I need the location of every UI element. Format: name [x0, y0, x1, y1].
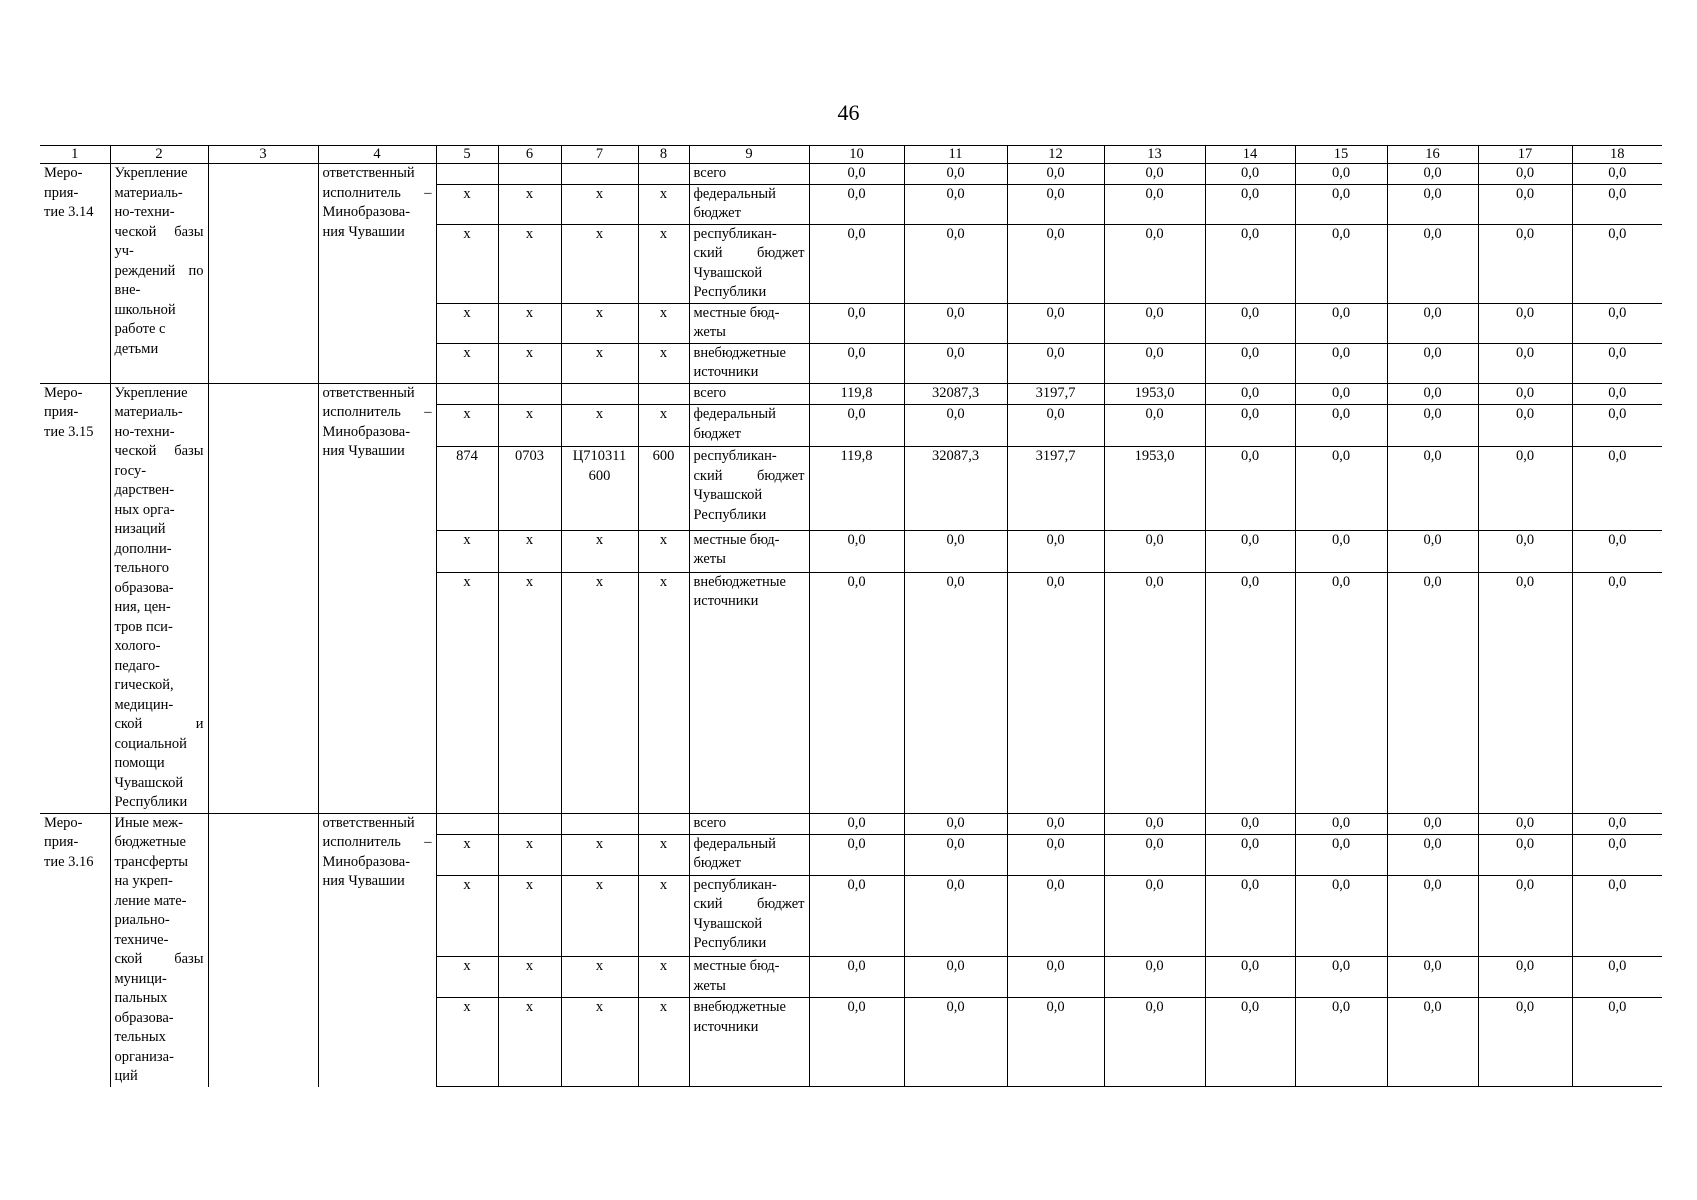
budget-code-c7: х	[561, 875, 638, 956]
funding-value: 0,0	[1387, 875, 1478, 956]
table-row	[40, 813, 1662, 834]
funding-value: 0,0	[1205, 383, 1295, 405]
activity-label: Меро- прия- тие 3.15	[40, 383, 110, 813]
funding-value: 0,0	[1572, 813, 1662, 834]
funding-value: 0,0	[1387, 447, 1478, 530]
funding-value: 0,0	[1007, 343, 1104, 383]
funding-value: 0,0	[904, 834, 1007, 875]
funding-source: всего	[689, 164, 809, 185]
budget-code-c5: 874	[436, 447, 498, 530]
budget-code-c6: х	[498, 303, 561, 343]
funding-value: 0,0	[1572, 303, 1662, 343]
funding-value: 0,0	[809, 998, 904, 1087]
column-number: 1	[40, 146, 110, 164]
budget-code-c7: х	[561, 343, 638, 383]
column-number: 18	[1572, 146, 1662, 164]
budget-code-c8: х	[638, 875, 689, 956]
funding-value: 0,0	[1295, 164, 1387, 185]
funding-value: 0,0	[1387, 813, 1478, 834]
table-row	[40, 164, 1662, 185]
column-number-row	[40, 146, 1662, 164]
column-3-cell	[208, 164, 318, 384]
funding-value: 0,0	[809, 303, 904, 343]
budget-code-c5: х	[436, 405, 498, 447]
funding-value: 0,0	[1572, 184, 1662, 224]
funding-value: 0,0	[1205, 813, 1295, 834]
budget-code-c6: х	[498, 184, 561, 224]
funding-value: 0,0	[1387, 224, 1478, 303]
funding-value: 0,0	[1295, 530, 1387, 572]
funding-value: 0,0	[1007, 813, 1104, 834]
budget-code-c5: х	[436, 572, 498, 813]
funding-value: 0,0	[1007, 184, 1104, 224]
budget-code-c8: х	[638, 572, 689, 813]
budget-code-c6	[498, 164, 561, 185]
funding-value: 0,0	[1104, 303, 1205, 343]
funding-value: 0,0	[1387, 572, 1478, 813]
funding-value: 3197,7	[1007, 447, 1104, 530]
funding-value: 0,0	[904, 184, 1007, 224]
column-number: 11	[904, 146, 1007, 164]
column-3-cell	[208, 813, 318, 1087]
column-number: 4	[318, 146, 436, 164]
funding-value: 0,0	[1295, 834, 1387, 875]
funding-source: местные бюд- жеты	[689, 957, 809, 998]
funding-value: 0,0	[809, 957, 904, 998]
executor: ответственный исполнитель – Минобразова- ния Чувашии	[318, 164, 436, 384]
funding-value: 0,0	[904, 530, 1007, 572]
budget-code-c8: х	[638, 303, 689, 343]
budget-code-c8: х	[638, 343, 689, 383]
funding-value: 0,0	[1205, 530, 1295, 572]
funding-value: 0,0	[1478, 303, 1572, 343]
funding-value: 0,0	[904, 875, 1007, 956]
funding-value: 0,0	[1295, 572, 1387, 813]
funding-value: 0,0	[1205, 572, 1295, 813]
funding-value: 0,0	[1205, 224, 1295, 303]
budget-code-c7: Ц710311 600	[561, 447, 638, 530]
funding-value: 0,0	[1104, 875, 1205, 956]
funding-value: 0,0	[1478, 383, 1572, 405]
budget-code-c8: х	[638, 957, 689, 998]
funding-value: 0,0	[1478, 875, 1572, 956]
budget-code-c7: х	[561, 530, 638, 572]
column-number: 10	[809, 146, 904, 164]
funding-value: 0,0	[1104, 998, 1205, 1087]
funding-value: 0,0	[904, 164, 1007, 185]
activity-name: Укрепление материаль- но-техни- ческой базы уч- реждений по вне- школьной работе с детьми	[110, 164, 208, 384]
column-number: 9	[689, 146, 809, 164]
page-number: 46	[837, 100, 860, 125]
budget-code-c5: х	[436, 998, 498, 1087]
budget-code-c5: х	[436, 303, 498, 343]
funding-value: 0,0	[1572, 572, 1662, 813]
budget-code-c6	[498, 383, 561, 405]
budget-code-c5: х	[436, 184, 498, 224]
funding-value: 0,0	[1295, 383, 1387, 405]
funding-value: 0,0	[1007, 834, 1104, 875]
funding-value: 1953,0	[1104, 383, 1205, 405]
funding-value: 0,0	[1572, 164, 1662, 185]
funding-value: 0,0	[1478, 164, 1572, 185]
funding-value: 0,0	[1572, 447, 1662, 530]
funding-value: 0,0	[1007, 957, 1104, 998]
funding-value: 0,0	[1295, 224, 1387, 303]
funding-source: федеральный бюджет	[689, 184, 809, 224]
funding-value: 0,0	[1007, 875, 1104, 956]
funding-value: 0,0	[1387, 405, 1478, 447]
funding-value: 0,0	[1387, 530, 1478, 572]
funding-value: 0,0	[1007, 303, 1104, 343]
funding-value: 0,0	[1478, 957, 1572, 998]
funding-value: 0,0	[1295, 447, 1387, 530]
funding-value: 0,0	[809, 343, 904, 383]
program-table	[40, 145, 1662, 1087]
column-number: 13	[1104, 146, 1205, 164]
budget-code-c8: х	[638, 998, 689, 1087]
funding-value: 1953,0	[1104, 447, 1205, 530]
funding-value: 0,0	[1205, 447, 1295, 530]
funding-value: 0,0	[1478, 224, 1572, 303]
funding-value: 0,0	[904, 343, 1007, 383]
funding-value: 0,0	[1205, 957, 1295, 998]
budget-code-c7: х	[561, 405, 638, 447]
funding-value: 0,0	[1478, 405, 1572, 447]
budget-code-c6: х	[498, 998, 561, 1087]
funding-source: внебюджетные источники	[689, 343, 809, 383]
budget-code-c7: х	[561, 834, 638, 875]
budget-code-c8: х	[638, 224, 689, 303]
funding-value: 0,0	[1295, 998, 1387, 1087]
budget-code-c6: х	[498, 405, 561, 447]
funding-value: 0,0	[1478, 184, 1572, 224]
column-number: 6	[498, 146, 561, 164]
budget-code-c8	[638, 813, 689, 834]
budget-code-c8: х	[638, 834, 689, 875]
funding-value: 32087,3	[904, 383, 1007, 405]
funding-value: 0,0	[809, 405, 904, 447]
budget-code-c5: х	[436, 530, 498, 572]
funding-value: 0,0	[809, 572, 904, 813]
funding-value: 0,0	[1572, 530, 1662, 572]
budget-code-c6: х	[498, 530, 561, 572]
budget-code-c5: х	[436, 834, 498, 875]
budget-code-c7: х	[561, 572, 638, 813]
activity-label: Меро- прия- тие 3.14	[40, 164, 110, 384]
funding-value: 0,0	[809, 834, 904, 875]
funding-value: 0,0	[1478, 813, 1572, 834]
funding-value: 0,0	[1572, 405, 1662, 447]
funding-source: местные бюд- жеты	[689, 530, 809, 572]
budget-code-c5	[436, 383, 498, 405]
funding-value: 0,0	[1387, 957, 1478, 998]
budget-code-c7	[561, 164, 638, 185]
column-number: 16	[1387, 146, 1478, 164]
budget-code-c5: х	[436, 875, 498, 956]
funding-value: 0,0	[1205, 184, 1295, 224]
funding-source: республикан- ский бюджет Чувашской Республики	[689, 447, 809, 530]
column-number: 2	[110, 146, 208, 164]
funding-value: 0,0	[1205, 875, 1295, 956]
budget-code-c8: х	[638, 530, 689, 572]
activity-name: Укрепление материаль- но-техни- ческой базы госу- дарствен- ных орга- низаций дополни- тельного образова- ния, цен- тров пси- холого- педаго- гической, медицин- ской и социальной помощи Чувашской Республики	[110, 383, 208, 813]
funding-value: 0,0	[904, 405, 1007, 447]
column-number: 8	[638, 146, 689, 164]
funding-value: 0,0	[809, 813, 904, 834]
budget-code-c7: х	[561, 998, 638, 1087]
funding-value: 0,0	[1104, 813, 1205, 834]
funding-source: всего	[689, 383, 809, 405]
funding-value: 32087,3	[904, 447, 1007, 530]
budget-code-c6: х	[498, 572, 561, 813]
funding-value: 0,0	[1478, 834, 1572, 875]
funding-value: 0,0	[1104, 957, 1205, 998]
funding-value: 0,0	[1572, 224, 1662, 303]
funding-value: 0,0	[1478, 572, 1572, 813]
budget-code-c5	[436, 813, 498, 834]
funding-value: 0,0	[1572, 834, 1662, 875]
funding-source: внебюджетные источники	[689, 998, 809, 1087]
funding-value: 0,0	[1104, 184, 1205, 224]
budget-code-c8: х	[638, 184, 689, 224]
column-number: 17	[1478, 146, 1572, 164]
budget-code-c5: х	[436, 343, 498, 383]
funding-value: 0,0	[1295, 813, 1387, 834]
funding-value: 3197,7	[1007, 383, 1104, 405]
funding-value: 0,0	[904, 998, 1007, 1087]
funding-value: 0,0	[1572, 957, 1662, 998]
funding-value: 0,0	[904, 572, 1007, 813]
budget-code-c8: 600	[638, 447, 689, 530]
funding-value: 0,0	[1295, 957, 1387, 998]
column-number: 14	[1205, 146, 1295, 164]
column-number: 3	[208, 146, 318, 164]
funding-value: 0,0	[1387, 184, 1478, 224]
budget-code-c7	[561, 383, 638, 405]
funding-source: всего	[689, 813, 809, 834]
funding-value: 0,0	[809, 875, 904, 956]
funding-value: 0,0	[1295, 303, 1387, 343]
funding-value: 0,0	[904, 813, 1007, 834]
funding-value: 0,0	[1387, 834, 1478, 875]
activity-name: Иные меж- бюджетные трансферты на укреп- ление мате- риально- техниче- ской базы муници- пальных образова- тельных организа- ций	[110, 813, 208, 1087]
funding-source: республикан- ский бюджет Чувашской Республики	[689, 875, 809, 956]
funding-value: 0,0	[809, 164, 904, 185]
funding-value: 0,0	[1205, 343, 1295, 383]
funding-value: 0,0	[1104, 405, 1205, 447]
funding-source: местные бюд- жеты	[689, 303, 809, 343]
funding-value: 0,0	[1205, 303, 1295, 343]
funding-value: 0,0	[1205, 998, 1295, 1087]
budget-code-c8	[638, 383, 689, 405]
budget-code-c6: х	[498, 343, 561, 383]
budget-code-c7: х	[561, 184, 638, 224]
funding-value: 0,0	[1387, 164, 1478, 185]
funding-value: 119,8	[809, 383, 904, 405]
funding-value: 0,0	[1205, 164, 1295, 185]
funding-value: 0,0	[1104, 572, 1205, 813]
funding-source: федеральный бюджет	[689, 405, 809, 447]
funding-value: 0,0	[1104, 834, 1205, 875]
funding-value: 0,0	[1205, 405, 1295, 447]
budget-code-c7: х	[561, 957, 638, 998]
funding-value: 0,0	[809, 184, 904, 224]
funding-value: 0,0	[1387, 303, 1478, 343]
budget-code-c6: х	[498, 834, 561, 875]
funding-value: 0,0	[1007, 998, 1104, 1087]
budget-code-c6: х	[498, 957, 561, 998]
funding-value: 0,0	[904, 957, 1007, 998]
funding-value: 0,0	[1295, 184, 1387, 224]
executor: ответственный исполнитель – Минобразова- ния Чувашии	[318, 383, 436, 813]
funding-value: 0,0	[1104, 164, 1205, 185]
budget-code-c8: х	[638, 405, 689, 447]
funding-value: 0,0	[1478, 998, 1572, 1087]
funding-value: 0,0	[1295, 875, 1387, 956]
budget-code-c8	[638, 164, 689, 185]
column-number: 12	[1007, 146, 1104, 164]
funding-value: 0,0	[1007, 572, 1104, 813]
budget-code-c7	[561, 813, 638, 834]
funding-source: федеральный бюджет	[689, 834, 809, 875]
funding-value: 0,0	[1104, 343, 1205, 383]
funding-value: 119,8	[809, 447, 904, 530]
funding-value: 0,0	[1572, 875, 1662, 956]
funding-value: 0,0	[1478, 343, 1572, 383]
funding-value: 0,0	[1104, 530, 1205, 572]
funding-value: 0,0	[1007, 530, 1104, 572]
budget-code-c7: х	[561, 303, 638, 343]
funding-value: 0,0	[1572, 383, 1662, 405]
funding-value: 0,0	[1478, 447, 1572, 530]
budget-code-c6	[498, 813, 561, 834]
funding-value: 0,0	[1572, 343, 1662, 383]
funding-source: внебюджетные источники	[689, 572, 809, 813]
funding-value: 0,0	[1007, 164, 1104, 185]
funding-value: 0,0	[1007, 405, 1104, 447]
funding-source: республикан- ский бюджет Чувашской Республики	[689, 224, 809, 303]
funding-value: 0,0	[904, 224, 1007, 303]
budget-code-c5: х	[436, 957, 498, 998]
activity-label: Меро- прия- тие 3.16	[40, 813, 110, 1087]
column-number: 15	[1295, 146, 1387, 164]
funding-value: 0,0	[1295, 405, 1387, 447]
funding-value: 0,0	[809, 224, 904, 303]
funding-value: 0,0	[809, 530, 904, 572]
column-number: 5	[436, 146, 498, 164]
table-row	[40, 383, 1662, 405]
funding-value: 0,0	[1478, 530, 1572, 572]
budget-code-c7: х	[561, 224, 638, 303]
funding-value: 0,0	[1205, 834, 1295, 875]
funding-value: 0,0	[1295, 343, 1387, 383]
executor: ответственный исполнитель – Минобразова- ния Чувашии	[318, 813, 436, 1087]
funding-value: 0,0	[1387, 343, 1478, 383]
column-number: 7	[561, 146, 638, 164]
funding-value: 0,0	[1387, 383, 1478, 405]
column-3-cell	[208, 383, 318, 813]
funding-value: 0,0	[1104, 224, 1205, 303]
budget-code-c6: 0703	[498, 447, 561, 530]
funding-value: 0,0	[1007, 224, 1104, 303]
budget-code-c5	[436, 164, 498, 185]
funding-value: 0,0	[1572, 998, 1662, 1087]
budget-code-c5: х	[436, 224, 498, 303]
funding-value: 0,0	[904, 303, 1007, 343]
budget-code-c6: х	[498, 875, 561, 956]
funding-value: 0,0	[1387, 998, 1478, 1087]
budget-code-c6: х	[498, 224, 561, 303]
